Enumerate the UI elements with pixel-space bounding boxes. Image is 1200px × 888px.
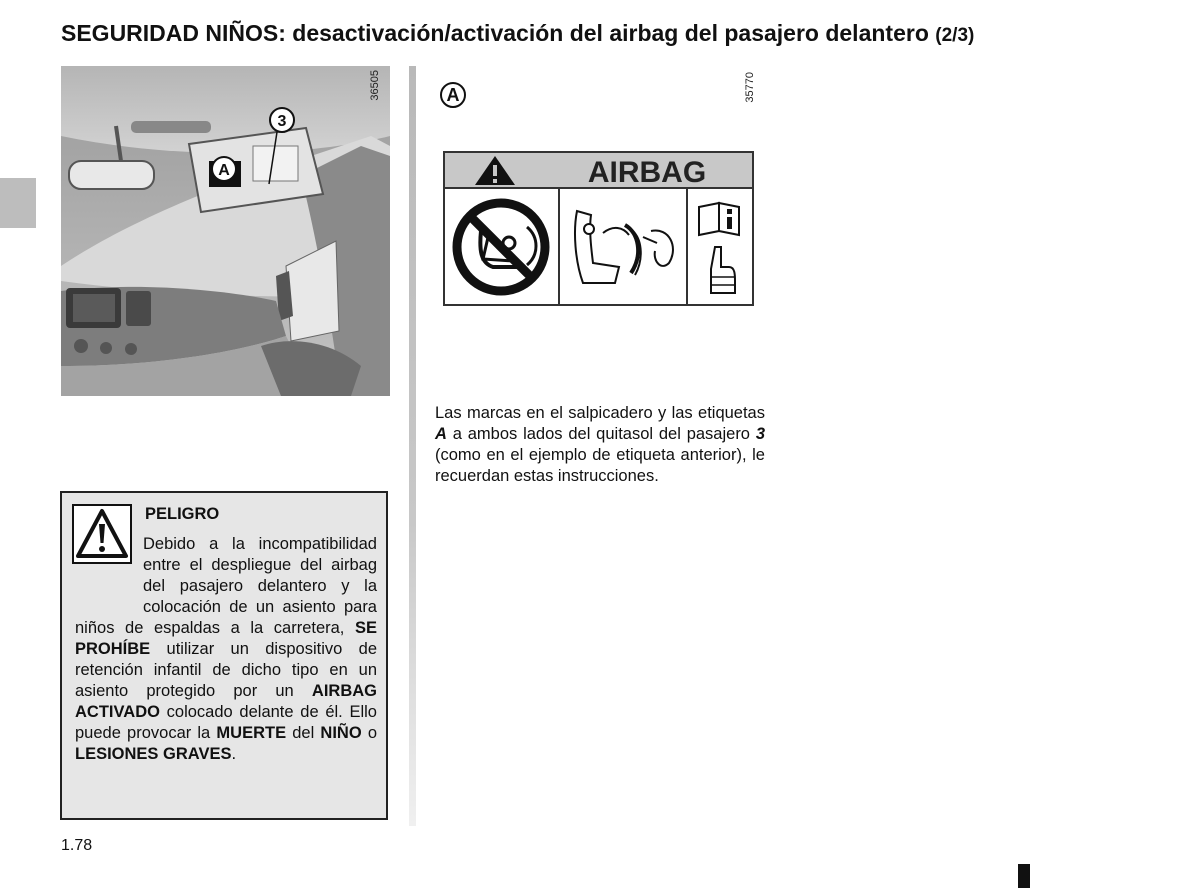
caption-text: a ambos lados del quitasol del pasajero xyxy=(446,425,756,443)
page-title xyxy=(61,20,974,47)
warning-text xyxy=(75,534,377,765)
label-marker-a: A xyxy=(440,82,466,108)
warning-title: PELIGRO xyxy=(145,505,220,523)
caption-ref-a: A xyxy=(435,425,447,443)
label-reference-code: 35770 xyxy=(744,72,756,103)
warning-emphasis: AIRBAG ACTIVADO xyxy=(75,682,377,721)
vehicle-interior-photo xyxy=(61,66,390,396)
column-divider xyxy=(409,66,416,826)
warning-emphasis: NIÑO xyxy=(320,724,362,742)
caption-text: Las marcas en el salpicadero y las etiquetas xyxy=(435,404,765,422)
danger-warning-box xyxy=(60,491,388,820)
warning-text-segment: colocado delante de él. Ello puede provocar la xyxy=(75,703,377,742)
warning-text-segment: . xyxy=(231,745,237,763)
title-main: SEGURIDAD NIÑOS: desactivación/activación del airbag del pasajero delantero xyxy=(61,20,929,46)
airbag-warning-label xyxy=(443,151,754,306)
title-part-indicator: (2/3) xyxy=(935,25,975,46)
warning-text-segment: Debido a la incompatibilidad entre el despliegue del airbag del pasajero delantero y la colocación de un asiento para niños de espaldas a la carretera, xyxy=(75,535,377,637)
callout-3: 3 xyxy=(277,113,287,130)
warning-emphasis: LESIONES GRAVES xyxy=(75,745,232,763)
photo-reference-code: 36505 xyxy=(369,70,381,101)
warning-emphasis: MUERTE xyxy=(216,724,287,742)
page-number: 1.78 xyxy=(61,837,93,854)
warning-text-segment: del xyxy=(286,724,321,742)
section-tab xyxy=(0,178,36,228)
page-corner-mark xyxy=(1018,864,1030,888)
no-rear-facing-seat-icon xyxy=(457,203,545,291)
warning-text-segment: o xyxy=(361,724,378,742)
caption-text: (como en el ejemplo de etiqueta anterior), le recuerdan estas instrucciones. xyxy=(435,446,765,485)
warning-emphasis: SE PROHÍBE xyxy=(75,619,377,658)
warning-text-segment: utilizar un dispositivo de retención infantil de dicho tipo en un asiento protegido por un xyxy=(75,640,377,700)
read-manual-icon xyxy=(699,203,739,235)
airbag-label-text: AIRBAG xyxy=(587,156,707,189)
caption-ref-3: 3 xyxy=(755,425,765,443)
callout-a: A xyxy=(218,162,230,179)
label-caption xyxy=(435,403,765,487)
